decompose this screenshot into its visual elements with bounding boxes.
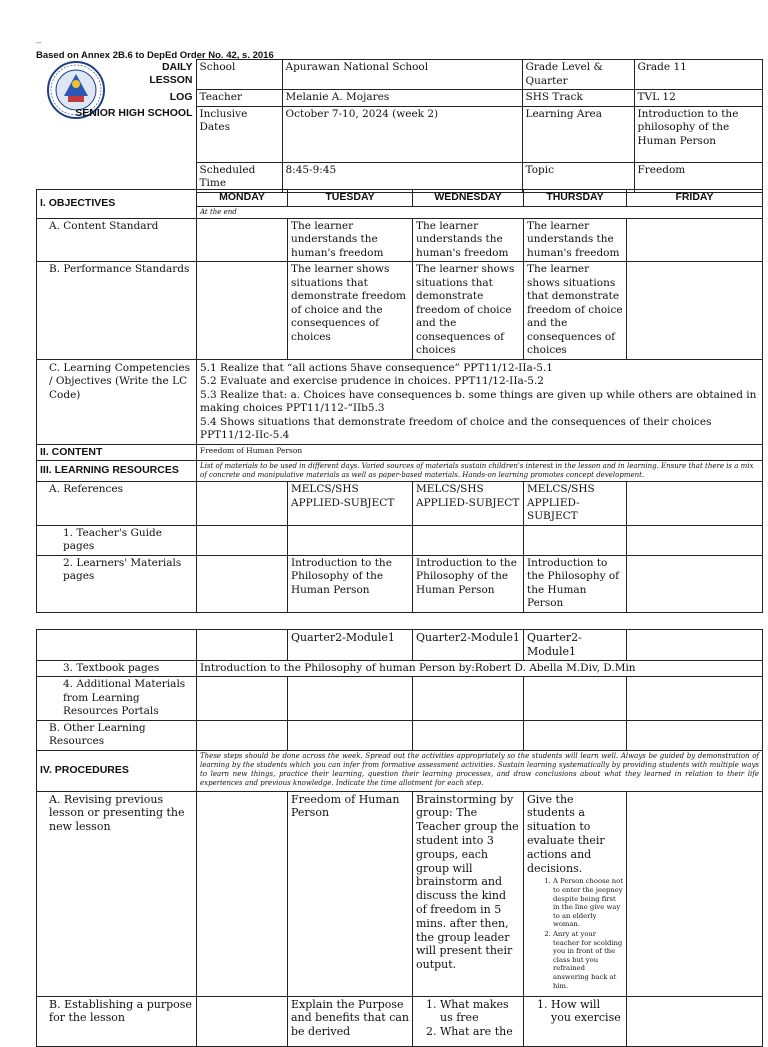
purpose-label: B. Establishing a purpose for the lesson	[37, 996, 197, 1046]
other-resources-label: B. Other Learning Resources	[37, 720, 197, 750]
learners-materials-tue: Introduction to the Philosophy of the Human Person	[288, 555, 413, 612]
objectives-heading: I. OBJECTIVES	[37, 190, 197, 219]
performance-thu: The learner shows situations that demonstrate freedom of choice and the consequences of choices	[524, 262, 627, 360]
title-daily: DAILY LESSON	[36, 60, 196, 90]
page-dash: --	[36, 38, 42, 47]
content-value: Freedom of Human Person	[197, 444, 763, 461]
content-heading: II. CONTENT	[37, 444, 197, 461]
teacher-label: Teacher	[196, 90, 282, 107]
annex-reference: Based on Annex 2B.6 to DepEd Order No. 42, s. 2016	[36, 50, 274, 61]
purpose-tue: Explain the Purpose and benefits that can be derived	[288, 996, 413, 1046]
time-label: Scheduled Time	[196, 162, 282, 192]
dates-label: Inclusive Dates	[196, 106, 282, 162]
school-label: School	[196, 60, 282, 90]
resources-note: List of materials to be used in different days. Varied sources of materials sustain children's interest in the lesson and in learning. Ensure that there is a mix of concrete and manipulative materials as well as paper-based materials. Hands-on learning promotes concept development.	[197, 461, 763, 482]
references-tue: MELCS/SHS APPLIED-SUBJECT	[288, 482, 413, 526]
day-wednesday: WEDNESDAY	[413, 190, 524, 207]
topic-label: Topic	[522, 162, 634, 192]
dates-value: October 7-10, 2024 (week 2)	[282, 106, 522, 162]
list-item: 1. What makes us free	[440, 998, 520, 1026]
title-log: LOG	[36, 90, 196, 107]
textbook-value: Introduction to the Philosophy of human Person by:Robert D. Abella M.Div, D.Min	[197, 660, 763, 677]
revising-lesson-label: A. Revising previous lesson or presenting the new lesson	[37, 791, 197, 996]
content-standard-label: A. Content Standard	[37, 218, 197, 262]
content-standard-tue: The learner understands the human's freedom	[288, 218, 413, 262]
area-label: Learning Area	[522, 106, 634, 162]
grade-value: Grade 11	[634, 60, 762, 90]
learners-materials-label: 2. Learners' Materials pages	[37, 555, 197, 612]
competencies-label: C. Learning Competencies / Objectives (Write the LC Code)	[37, 359, 197, 444]
day-thursday: THURSDAY	[524, 190, 627, 207]
teacher-value: Melanie A. Mojares	[282, 90, 522, 107]
module-wed: Quarter2-Module1	[413, 630, 524, 661]
revising-lesson-thu: Give the students a situation to evaluate their actions and decisions. 1. A Person choose not to enter the jeepney despite being first in the line give way to an elderly woman. 2. Anry at your teacher for scolding you in front of the class but you refrained answering back at him.	[524, 791, 627, 996]
title-shs: SENIOR HIGH SCHOOL	[36, 106, 196, 162]
area-value: Introduction to the philosophy of the Human Person	[634, 106, 762, 162]
references-label: A. References	[37, 482, 197, 526]
list-item: 1. A Person choose not to enter the jeepney despite being first in the line give way to an elderly woman.	[553, 877, 623, 929]
content-standard-thu: The learner understands the human's freedom	[524, 218, 627, 262]
header-table	[36, 59, 763, 193]
list-item: 1. How will you exercise	[551, 998, 623, 1026]
objectives-note: At the end	[197, 206, 763, 218]
references-thu: MELCS/SHS APPLIED-SUBJECT	[524, 482, 627, 526]
procedures-note: These steps should be done across the week. Spread out the activities appropriately so the students will learn well. Always be guided by demonstration of learning by the students which you can infer from formative assessment activities. Sustain learning systematically by providing students with multiple ways to learn new things, practice their learning, question their learning processes, and draw conclusions about what they learned in relation to their life experiences and previous knowledge. Indicate the time allotment for each step.	[197, 750, 763, 791]
performance-tue: The learner shows situations that demonstrate freedom of choice and the consequences of choices	[288, 262, 413, 360]
content-standard-wed: The learner understands the human's freedom	[413, 218, 524, 262]
competencies-list: 5.1 Realize that “all actions 5have consequence” PPT11/12-IIa-5.1 5.2 Evaluate and exercise prudence in choices. PPT11/12-IIa-5.2 5.3 Realize that: a. Choices have consequences b. some things are given up while others are obtained in making choices PPT11/112-“IIb5.3 5.4 Shows situations that demonstrate freedom of choice and the consequences of their choices PPT11/12-IIc-5.4	[197, 359, 763, 444]
situation-list	[527, 877, 623, 990]
procedures-heading: IV. PROCEDURES	[37, 750, 197, 791]
module-thu: Quarter2-Module1	[524, 630, 627, 661]
references-wed: MELCS/SHS APPLIED-SUBJECT	[413, 482, 524, 526]
day-monday: MONDAY	[197, 190, 288, 207]
textbook-label: 3. Textbook pages	[37, 660, 197, 677]
track-value: TVL 12	[634, 90, 762, 107]
purpose-wed	[413, 996, 524, 1046]
learners-materials-thu: Introduction to the Philosophy of the Human Person	[524, 555, 627, 612]
track-label: SHS Track	[522, 90, 634, 107]
resources-heading: III. LEARNING RESOURCES	[37, 461, 197, 482]
performance-wed: The learner shows situations that demonstrate freedom of choice and the consequences of choices	[413, 262, 524, 360]
lesson-table-1	[36, 189, 763, 613]
lesson-table-2	[36, 629, 763, 1047]
school-value: Apurawan National School	[282, 60, 522, 90]
module-tue: Quarter2-Module1	[288, 630, 413, 661]
list-item: 2. Anry at your teacher for scolding you in front of the class but you refrained answering back at him.	[553, 930, 623, 990]
grade-label: Grade Level & Quarter	[522, 60, 634, 90]
day-tuesday: TUESDAY	[288, 190, 413, 207]
performance-label: B. Performance Standards	[37, 262, 197, 360]
revising-lesson-tue: Freedom of Human Person	[288, 791, 413, 996]
time-value: 8:45-9:45	[282, 162, 522, 192]
day-friday: FRIDAY	[627, 190, 763, 207]
learners-materials-wed: Introduction to the Philosophy of the Human Person	[413, 555, 524, 612]
revising-lesson-wed: Brainstorming by group: The Teacher group the student into 3 groups, each group will brainstorm and discuss the kind of freedom in 5 mins. after then, the group leader will present their output.	[413, 791, 524, 996]
teachers-guide-label: 1. Teacher's Guide pages	[37, 525, 197, 555]
topic-value: Freedom	[634, 162, 762, 192]
additional-materials-label: 4. Additional Materials from Learning Resources Portals	[37, 677, 197, 721]
list-item: 2. What are the	[440, 1025, 520, 1039]
purpose-thu	[524, 996, 627, 1046]
